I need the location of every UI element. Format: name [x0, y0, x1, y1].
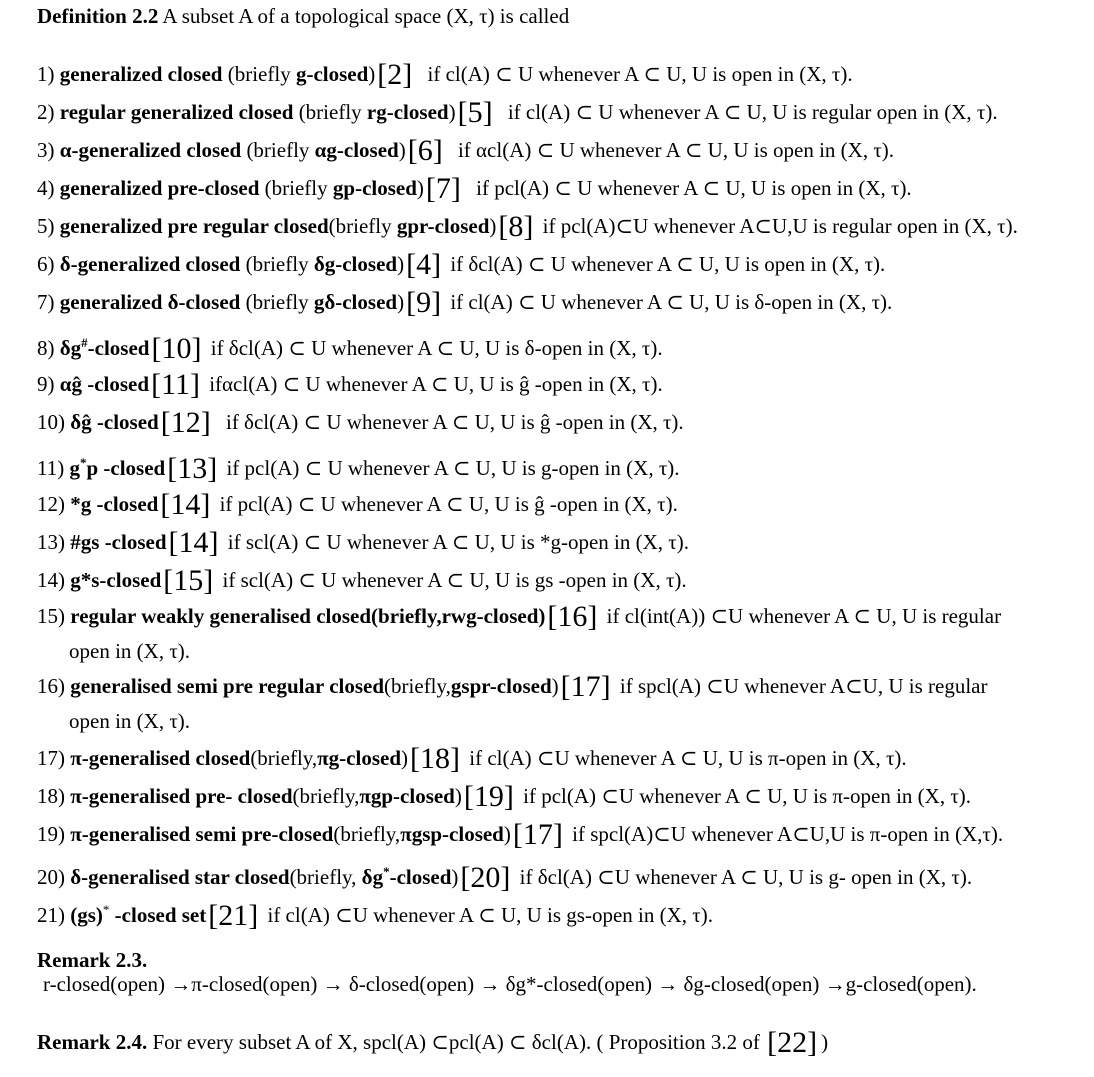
list-item [37, 169, 1087, 207]
item-brief-post: ) [454, 784, 462, 808]
citation-ref[interactable]: [ 11 ] [151, 368, 200, 401]
item-name: regular generalized closed [59, 100, 294, 124]
item-condition: if cl(A) ⊂U whenever A ⊂ U, U is π-open in (X, τ). [469, 746, 907, 770]
remark-2-3-heading [37, 948, 147, 973]
item-condition: if pcl(A) ⊂ U whenever A ⊂ U, U is open in (X, τ). [476, 176, 912, 200]
item-brief-pre: (briefly, [333, 822, 401, 846]
item-name: regular weakly generalised closed(briefly,rwg-closed) [70, 604, 546, 628]
item-name-suffix: -closed [81, 372, 150, 396]
item-brief-post: ) [503, 822, 511, 846]
item-superscript: * [383, 864, 390, 879]
item-brief-post: ) [416, 176, 424, 200]
citation-ref[interactable]: [ 17 ] [513, 818, 563, 851]
item-name: π-generalised closed [70, 746, 251, 770]
list-item [37, 669, 1087, 739]
item-brief-suffix: -closed [389, 865, 452, 889]
item-brief-pre: (briefly, [384, 674, 451, 698]
item-brief: g-closed [295, 62, 369, 86]
item-brief-post: ) [368, 62, 376, 86]
item-number: 1) [37, 62, 55, 86]
item-brief: πgp-closed [359, 784, 455, 808]
list-item [37, 561, 1087, 599]
item-condition: if αcl(A) ⊂ U whenever A ⊂ U, U is open in (X, τ). [457, 138, 895, 162]
list-item [37, 777, 1087, 815]
item-superscript: * [79, 455, 87, 470]
list-item [37, 891, 1087, 932]
item-number: 20) [37, 865, 65, 889]
list-item [37, 245, 1087, 283]
item-number: 6) [37, 252, 55, 276]
citation-ref[interactable]: [ 8 ] [498, 210, 533, 243]
item-name-suffix: -closed [99, 530, 167, 554]
citation-ref[interactable]: [ 9 ] [406, 286, 441, 319]
definition-text: A subset A of a topological space (X, τ) is called [158, 4, 570, 28]
item-brief: δg [361, 865, 384, 889]
item-name: g [69, 456, 80, 480]
citation-ref[interactable]: [ 12 ] [161, 406, 211, 439]
list-item [37, 55, 1087, 93]
item-brief-pre: (briefly [328, 214, 397, 238]
item-name: δg [59, 336, 82, 360]
item-superscript: * [102, 902, 110, 917]
item-brief-pre: (briefly, [250, 746, 318, 770]
item-number: 7) [37, 290, 55, 314]
list-item [37, 93, 1087, 131]
citation-ref[interactable]: [ 20 ] [460, 861, 510, 894]
citation-ref[interactable]: [ 14 ] [160, 488, 210, 521]
definition-list [37, 55, 1087, 932]
item-name: δĝ [70, 410, 92, 434]
citation-ref[interactable]: [ 7 ] [426, 172, 461, 205]
remark-2-4-end: ) [821, 1030, 829, 1054]
list-item [37, 485, 1087, 523]
citation-ref[interactable]: [ 5 ] [458, 96, 493, 129]
item-condition: if cl(int(A)) ⊂U whenever A ⊂ U, U is regular [606, 604, 1002, 628]
item-number: 10) [37, 410, 65, 434]
citation-ref[interactable]: [ 17 ] [561, 670, 611, 703]
item-condition: if scl(A) ⊂ U whenever A ⊂ U, U is *g-open in (X, τ). [227, 530, 689, 554]
list-item [37, 853, 1087, 894]
remark-2-3-chain: r-closed(open) →π-closed(open) → δ-closed(open) → δg*-closed(open) → δg-closed(open) →g-closed(open). [43, 972, 977, 996]
citation-ref[interactable]: [ 16 ] [547, 600, 597, 633]
item-condition-continued: open in (X, τ). [69, 709, 190, 733]
list-item [37, 523, 1087, 561]
citation-ref[interactable]: [ 10 ] [151, 332, 201, 365]
citation-ref[interactable]: [ 22 ] [767, 1026, 817, 1059]
item-brief-post: ) [489, 214, 497, 238]
item-brief-pre: (briefly [222, 62, 296, 86]
list-item [37, 441, 1087, 485]
list-item [37, 599, 1087, 669]
item-condition: if scl(A) ⊂ U whenever A ⊂ U, U is gs -open in (X, τ). [222, 568, 687, 592]
item-condition: if pcl(A) ⊂U whenever A ⊂ U, U is π-open in (X, τ). [523, 784, 972, 808]
item-condition: if cl(A) ⊂ U whenever A ⊂ U, U is open in (X, τ). [427, 62, 853, 86]
citation-ref[interactable]: [ 6 ] [408, 134, 443, 167]
list-item [37, 815, 1087, 853]
item-condition: if pcl(A) ⊂ U whenever A ⊂ U, U is ĝ -open in (X, τ). [219, 492, 678, 516]
remark-2-4-text: For every subset A of X, spcl(A) ⊂pcl(A) ⊂ δcl(A). ( Proposition 3.2 of [147, 1030, 766, 1054]
item-name-suffix: -closed [91, 410, 159, 434]
item-number: 16) [37, 674, 65, 698]
item-number: 3) [37, 138, 55, 162]
item-name: α-generalized closed [59, 138, 242, 162]
item-name: αĝ [59, 372, 82, 396]
item-brief-post: ) [448, 100, 456, 124]
item-number: 11) [37, 456, 65, 480]
citation-ref[interactable]: [ 4 ] [406, 248, 441, 281]
list-item [37, 207, 1087, 245]
item-superscript: # [81, 335, 88, 350]
item-brief: αg-closed [314, 138, 399, 162]
item-name: δ-generalised star closed [70, 865, 290, 889]
list-item [37, 131, 1087, 169]
item-brief-post: ) [551, 674, 559, 698]
item-name: *g [70, 492, 92, 516]
item-name-suffix: -closed set [109, 903, 207, 927]
remark-2-4-label: Remark 2.4. [37, 1030, 148, 1054]
item-name: g*s-closed [70, 568, 162, 592]
item-condition: if spcl(A) ⊂U whenever A⊂U, U is regular [619, 674, 988, 698]
item-name: #gs [70, 530, 100, 554]
item-name: π-generalised semi pre-closed [70, 822, 334, 846]
definition-heading [37, 4, 569, 29]
item-brief-pre: (briefly [240, 252, 314, 276]
list-item [37, 283, 1087, 321]
item-number: 4) [37, 176, 55, 200]
item-number: 12) [37, 492, 65, 516]
item-name-suffix: -closed [91, 492, 159, 516]
item-brief: gspr-closed [450, 674, 552, 698]
item-number: 17) [37, 746, 65, 770]
citation-ref[interactable]: [ 15 ] [163, 564, 213, 597]
item-number: 19) [37, 822, 65, 846]
citation-ref[interactable]: [ 14 ] [169, 526, 219, 559]
item-brief-pre: (briefly, [292, 784, 360, 808]
item-name: generalized δ-closed [59, 290, 241, 314]
item-number: 2) [37, 100, 55, 124]
item-brief-post: ) [397, 252, 405, 276]
item-name: generalised semi pre regular closed [70, 674, 385, 698]
item-condition: if δcl(A) ⊂ U whenever A ⊂ U, U is ĝ -open in (X, τ). [225, 410, 684, 434]
citation-ref[interactable]: [ 21 ] [208, 899, 258, 932]
item-name: δ-generalized closed [59, 252, 241, 276]
item-brief: rg-closed [366, 100, 449, 124]
item-number: 13) [37, 530, 65, 554]
item-brief-post: ) [401, 746, 408, 770]
item-brief: πg-closed [317, 746, 401, 770]
item-condition-continued: open in (X, τ). [69, 639, 190, 663]
list-item [37, 403, 1087, 441]
item-number: 15) [37, 604, 65, 628]
citation-ref[interactable]: [ 2 ] [377, 58, 412, 91]
item-brief: πgsp-closed [400, 822, 504, 846]
item-brief-pre: (briefly, [289, 865, 362, 889]
item-name: (gs) [70, 903, 103, 927]
item-brief-post: ) [398, 138, 406, 162]
citation-ref[interactable]: [ 18 ] [410, 742, 460, 775]
item-condition: if δcl(A) ⊂ U whenever A ⊂ U, U is δ-open in (X, τ). [210, 336, 663, 360]
item-number: 5) [37, 214, 55, 238]
item-brief-post: ) [451, 865, 459, 889]
item-number: 18) [37, 784, 65, 808]
item-condition: ifαcl(A) ⊂ U whenever A ⊂ U, U is ĝ -open in (X, τ). [209, 372, 663, 396]
item-condition: if cl(A) ⊂ U whenever A ⊂ U, U is regular open in (X, τ). [507, 100, 998, 124]
item-brief: gpr-closed [396, 214, 490, 238]
item-brief: gδ-closed [313, 290, 398, 314]
item-brief: gp-closed [332, 176, 417, 200]
citation-ref[interactable]: [ 19 ] [464, 780, 514, 813]
citation-ref[interactable]: [ 13 ] [167, 452, 217, 485]
item-brief-pre: (briefly [259, 176, 333, 200]
remark-2-4 [37, 1026, 828, 1060]
item-brief-post: ) [397, 290, 405, 314]
item-condition: if δcl(A) ⊂ U whenever A ⊂ U, U is open in (X, τ). [450, 252, 886, 276]
item-name: generalized closed [59, 62, 223, 86]
item-name: π-generalised pre- closed [70, 784, 293, 808]
item-number: 8) [37, 336, 55, 360]
item-number: 14) [37, 568, 65, 592]
item-name: generalized pre-closed [59, 176, 260, 200]
item-brief-pre: (briefly [241, 138, 315, 162]
item-number: 9) [37, 372, 55, 396]
item-condition: if pcl(A)⊂U whenever A⊂U,U is regular open in (X, τ). [542, 214, 1018, 238]
list-item [37, 365, 1087, 403]
item-condition: if δcl(A) ⊂U whenever A ⊂ U, U is g- open in (X, τ). [519, 865, 973, 889]
definition-label: Definition 2.2 [37, 4, 159, 28]
item-condition: if pcl(A) ⊂ U whenever A ⊂ U, U is g-open in (X, τ). [226, 456, 680, 480]
item-name-suffix: -closed [87, 336, 150, 360]
list-item [37, 739, 1087, 777]
list-item [37, 321, 1087, 365]
item-condition: if spcl(A)⊂U whenever A⊂U,U is π-open in (X,τ). [572, 822, 1004, 846]
item-brief-pre: (briefly [240, 290, 314, 314]
item-brief: δg-closed [313, 252, 398, 276]
item-condition: if cl(A) ⊂U whenever A ⊂ U, U is gs-open in (X, τ). [267, 903, 713, 927]
item-name-suffix: p -closed [86, 456, 166, 480]
item-condition: if cl(A) ⊂ U whenever A ⊂ U, U is δ-open in (X, τ). [450, 290, 893, 314]
item-name: generalized pre regular closed [59, 214, 329, 238]
item-number: 21) [37, 903, 65, 927]
remark-2-3-label: Remark 2.3. [37, 948, 148, 972]
item-brief-pre: (briefly [293, 100, 367, 124]
